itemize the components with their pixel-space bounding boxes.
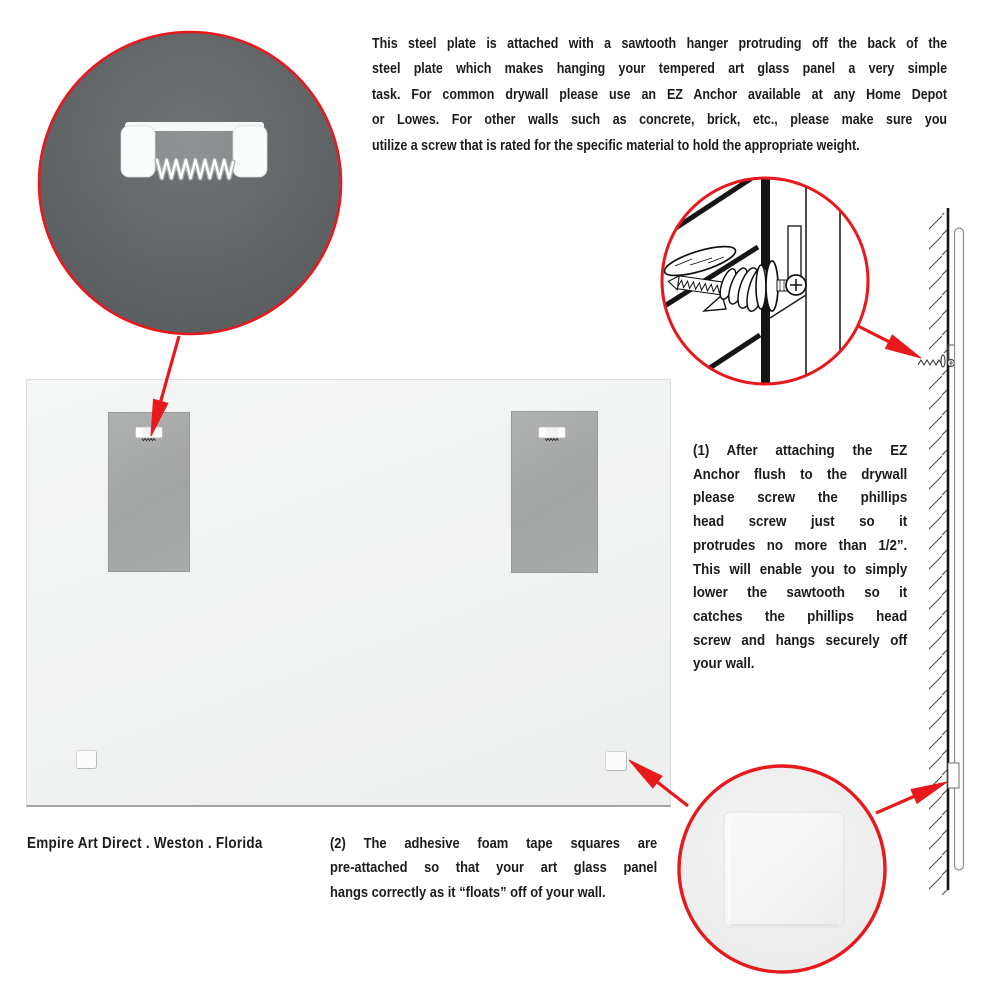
glass-panel-back bbox=[26, 379, 671, 807]
wall-hatching bbox=[929, 213, 948, 895]
sawtooth-hanger-left-icon bbox=[135, 426, 163, 443]
foam-tape-closeup-circle bbox=[677, 764, 887, 974]
foam-tape-square-icon bbox=[724, 812, 844, 927]
sawtooth-closeup-circle bbox=[37, 30, 343, 336]
step-1-paragraph: (1) After attaching the EZ Anchor flush to the drywall please screw the phillips head screw just so it protrudes no more than 1/2”. This will enable you to simply lower the sawtooth so it catches the phillips head screw and hangs securely off your wall. bbox=[693, 442, 908, 673]
foam-tape-left bbox=[76, 750, 97, 769]
step-2-paragraph: (2) The adhesive foam tape squares are pre-attached so that your art glass panel hangs correctly as it “floats” off of your wall. bbox=[330, 835, 658, 901]
intro-paragraph: This steel plate is attached with a sawtooth hanger protruding off the back of the steel plate which makes hanging your tempered art glass panel a very simple task. For common drywall please use an EZ Anchor available at any Home Depot or Lowes. For other walls such as concrete, brick, etc., please make sure you utilize a screw that is rated for the specific material to hold the appropriate weight. bbox=[372, 35, 948, 154]
sawtooth-hanger-right-icon bbox=[538, 426, 566, 443]
foam-tape-profile bbox=[948, 763, 959, 788]
foam-tape-right bbox=[605, 751, 627, 771]
brand-line: Empire Art Direct . Weston . Florida bbox=[27, 835, 263, 852]
ez-anchor-diagram-circle bbox=[660, 176, 870, 386]
sawtooth-hanger-icon bbox=[121, 122, 267, 178]
